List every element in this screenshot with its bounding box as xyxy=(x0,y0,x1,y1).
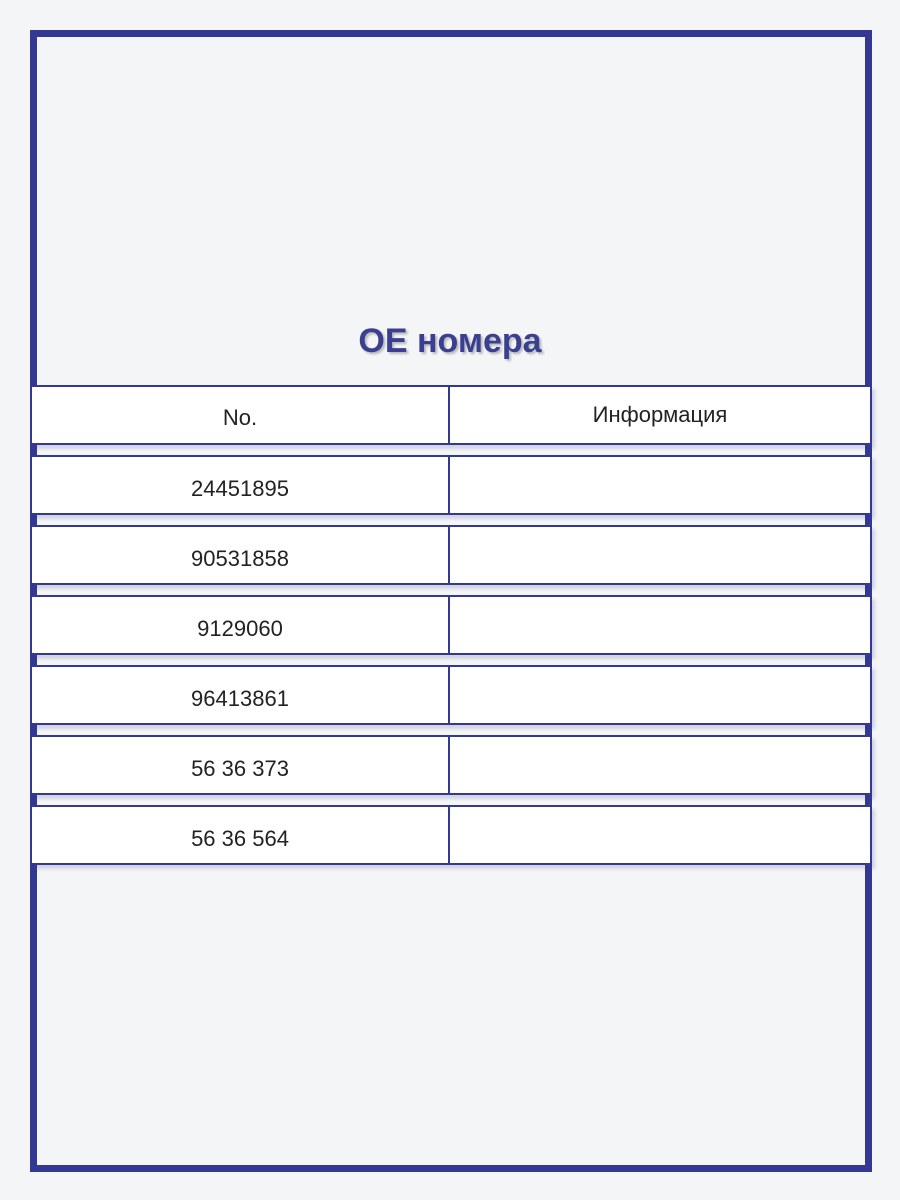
row-no-cell: 56 36 564 xyxy=(32,807,450,863)
table-row xyxy=(30,805,872,865)
table-row xyxy=(30,525,872,585)
table-header-row xyxy=(30,385,872,445)
page-title: ОЕ номера xyxy=(358,322,542,360)
row-no-cell: 96413861 xyxy=(32,667,450,723)
header-no: No. xyxy=(32,387,450,443)
row-no-cell: 24451895 xyxy=(32,457,450,513)
row-no-cell: 56 36 373 xyxy=(32,737,450,793)
table-row xyxy=(30,665,872,725)
row-no-cell: 9129060 xyxy=(32,597,450,653)
table-row xyxy=(30,455,872,515)
row-info-cell xyxy=(450,597,870,653)
row-info-cell xyxy=(450,737,870,793)
row-info-cell xyxy=(450,667,870,723)
oe-numbers-table xyxy=(30,385,872,875)
table-row xyxy=(30,595,872,655)
header-info: Информация xyxy=(450,387,870,443)
row-info-cell xyxy=(450,807,870,863)
row-info-cell xyxy=(450,457,870,513)
row-no-cell: 90531858 xyxy=(32,527,450,583)
table-row xyxy=(30,735,872,795)
row-info-cell xyxy=(450,527,870,583)
